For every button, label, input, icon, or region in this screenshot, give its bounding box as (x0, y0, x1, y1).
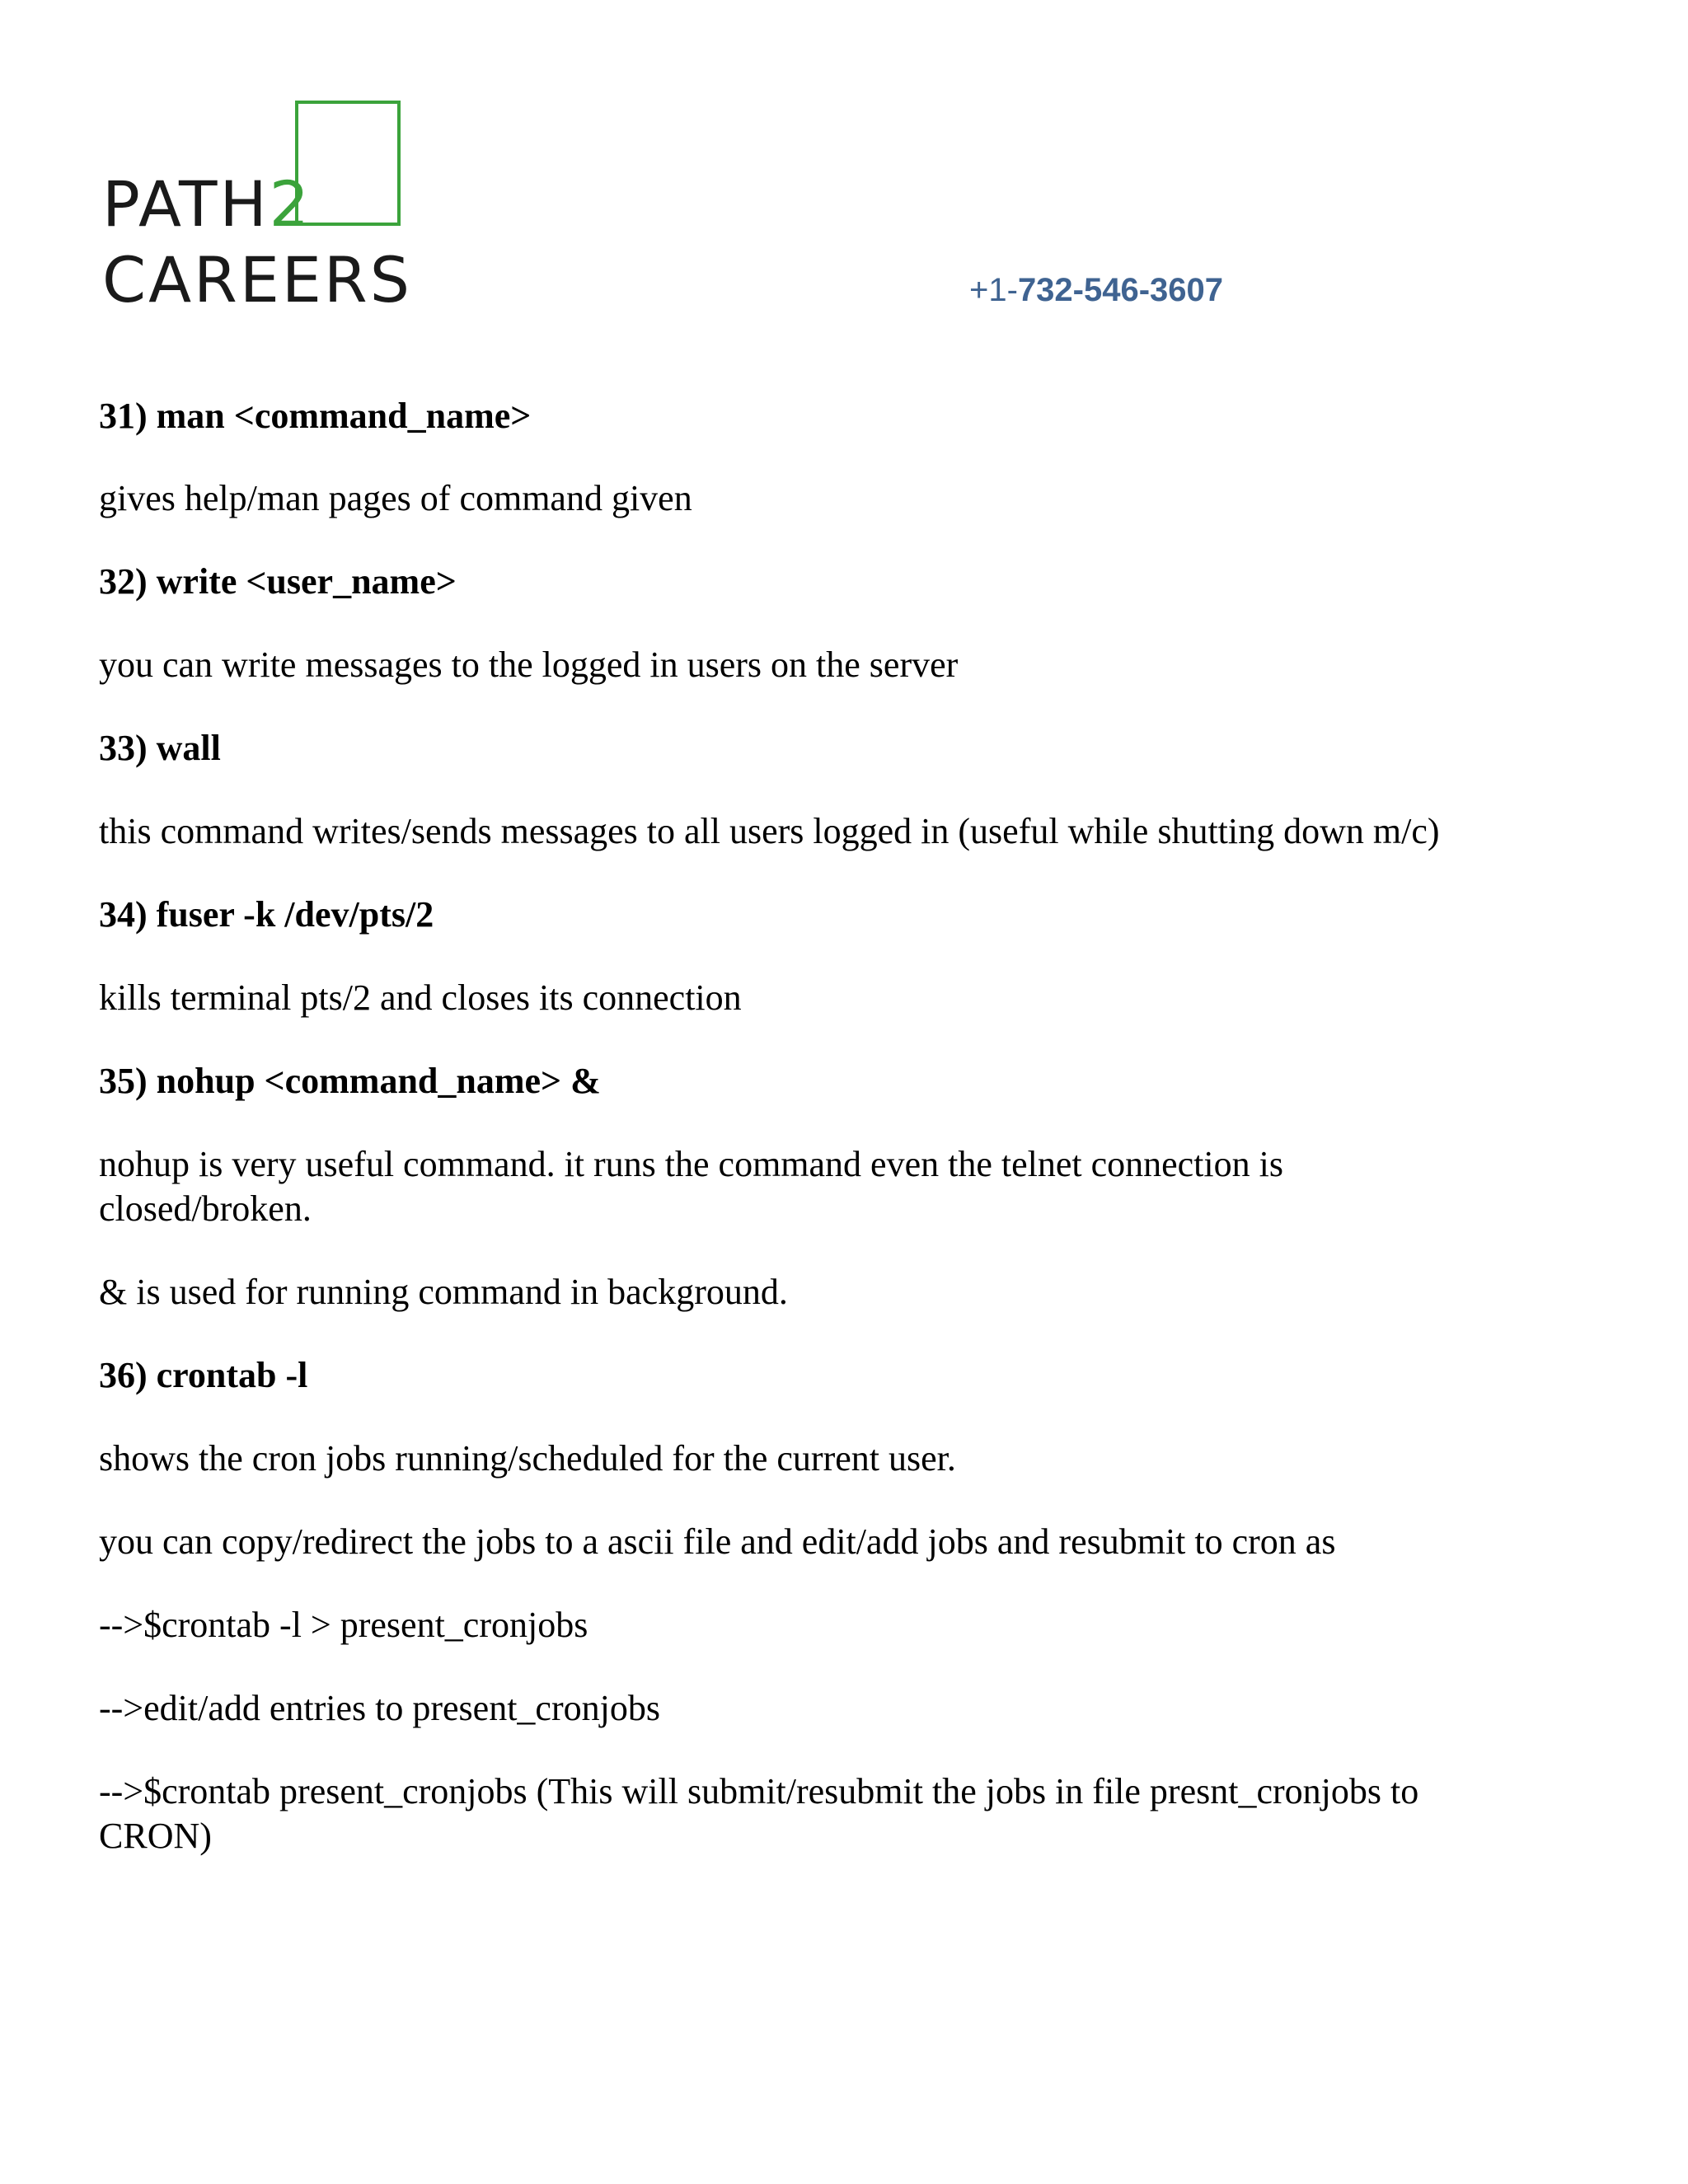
section-heading: 31) man <command_name> (99, 396, 532, 436)
document-body (99, 394, 1500, 1858)
logo-path-text: PATH (102, 167, 270, 241)
phone-prefix: +1- (969, 272, 1018, 308)
section-description: -->$crontab -l > present_cronjobs (99, 1605, 588, 1645)
phone-number (969, 272, 1223, 309)
section-heading: 33) wall (99, 728, 221, 768)
phone-digits: 732-546-3607 (1017, 272, 1224, 308)
section-description: you can write messages to the logged in users on the server (99, 644, 959, 685)
section-description: you can copy/redirect the jobs to a ascii file and edit/add jobs and resubmit to cron as (99, 1521, 1336, 1562)
section-heading: 34) fuser -k /dev/pts/2 (99, 894, 434, 935)
section-description: -->$crontab present_cronjobs (This will submit/resubmit the jobs in file presnt_cronjobs to CRON) (99, 1771, 1419, 1856)
logo-line-path (102, 167, 312, 241)
logo-line-careers: CAREERS (102, 243, 412, 316)
section-description: shows the cron jobs running/scheduled for the current user. (99, 1438, 956, 1479)
section-description: kills terminal pts/2 and closes its connection (99, 977, 742, 1018)
section-description: & is used for running command in background. (99, 1272, 788, 1312)
section-description: gives help/man pages of command given (99, 478, 692, 518)
section-description: this command writes/sends messages to all users logged in (useful while shutting down m/c) (99, 811, 1440, 851)
section-heading: 36) crontab -l (99, 1355, 308, 1395)
section-description: nohup is very useful command. it runs the command even the telnet connection is closed/broken. (99, 1144, 1283, 1229)
section-description: -->edit/add entries to present_cronjobs (99, 1688, 660, 1728)
path2careers-logo (102, 97, 465, 316)
logo-two-text: 2 (269, 167, 312, 241)
section-heading: 32) write <user_name> (99, 561, 457, 602)
section-heading: 35) nohup <command_name> & (99, 1061, 601, 1101)
